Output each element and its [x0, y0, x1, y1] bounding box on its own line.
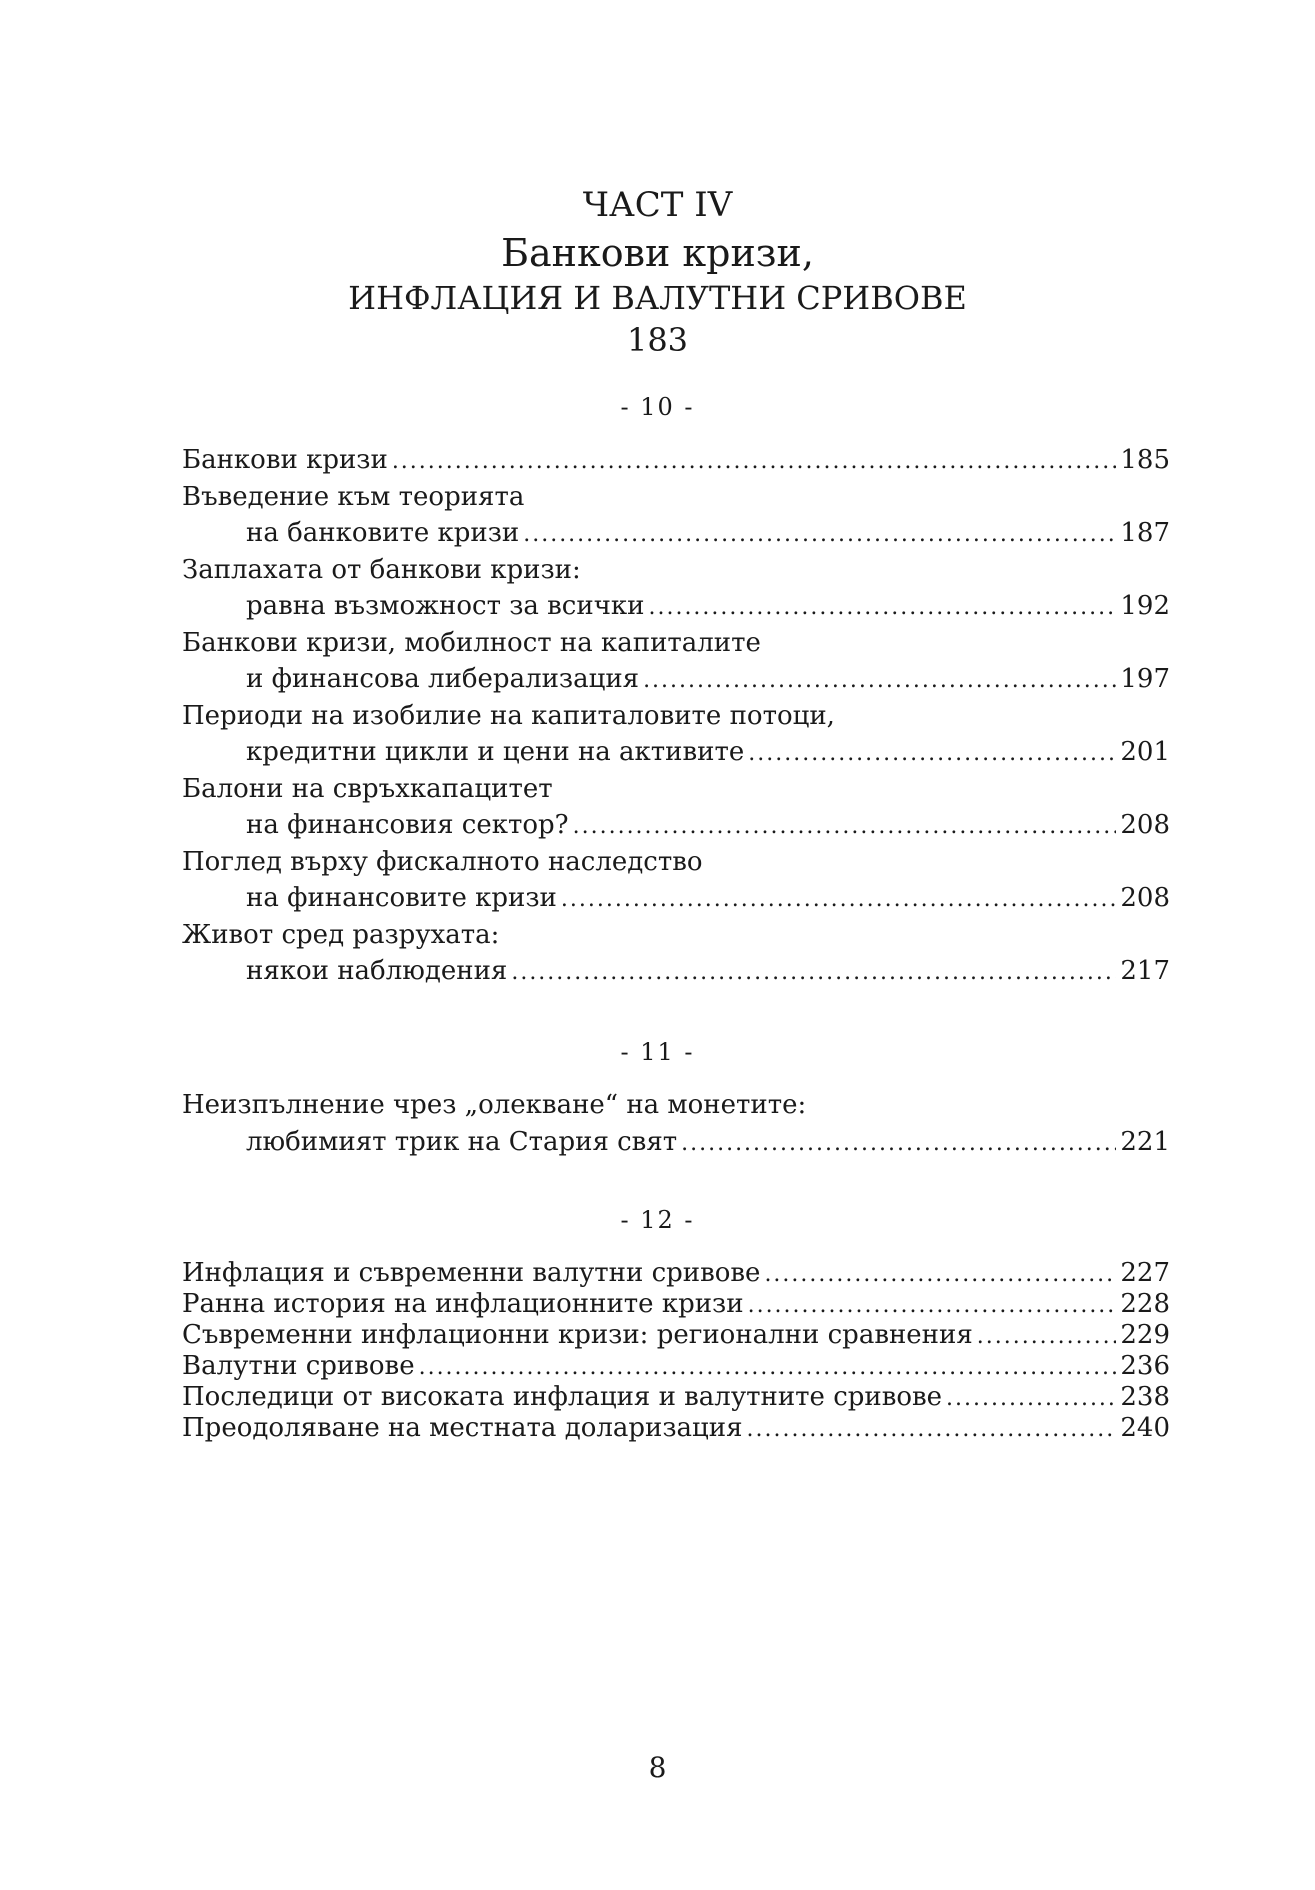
toc-entry-title-continuation: и финансова либерализация [246, 664, 640, 694]
toc-entry-title-continuation: на финансовия сектор? [246, 810, 569, 840]
leader-dots [681, 1127, 1116, 1161]
part-title-line-1: Банкови кризи, [501, 231, 814, 275]
leader-dots [561, 883, 1116, 917]
toc-entry[interactable] [182, 553, 1170, 587]
toc-entry[interactable] [182, 1318, 1170, 1352]
toc-entry-continuation[interactable] [246, 516, 1170, 550]
toc-entry-page: 229 [1120, 1320, 1170, 1350]
toc-entry[interactable] [182, 845, 1170, 879]
leader-dots [748, 737, 1116, 771]
toc-entry[interactable] [182, 1349, 1170, 1383]
toc-entry-page: 221 [1120, 1127, 1170, 1157]
toc-entry-continuation[interactable] [246, 1125, 1170, 1159]
toc-entry-continuation[interactable] [246, 881, 1170, 915]
toc-entry[interactable] [182, 772, 1170, 806]
toc-entry-title-continuation: кредитни цикли и цени на активите [246, 737, 745, 767]
toc-entry-title: Поглед върху фискалното наследство [182, 847, 703, 877]
toc-entry-page: 236 [1120, 1351, 1170, 1381]
toc-entry-continuation[interactable] [246, 662, 1170, 696]
toc-entry[interactable] [182, 1411, 1170, 1445]
toc-entry-page: 192 [1120, 591, 1170, 621]
toc-entry-continuation[interactable] [246, 735, 1170, 769]
toc-entry-title: Преодоляване на местната доларизация [182, 1413, 743, 1443]
toc-entry-title: Ранна история на инфлационните кризи [182, 1289, 744, 1319]
toc-entry-title: Въведение към теорията [182, 482, 525, 512]
chapter-marker: - 12 - [620, 1206, 695, 1234]
toc-entry-continuation[interactable] [246, 808, 1170, 842]
toc-entry-page: 185 [1120, 445, 1170, 475]
toc-entry-title: Живот сред разрухата: [182, 920, 500, 950]
chapter-marker: - 11 - [620, 1038, 695, 1066]
part-page-number: 183 [626, 321, 689, 359]
leader-dots [573, 810, 1117, 844]
leader-dots [746, 1413, 1116, 1447]
toc-entry-title: Банкови кризи, мобилност на капиталите [182, 628, 761, 658]
page-number: 8 [648, 1751, 667, 1784]
toc-entry-title: Балони на свръхкапацитет [182, 774, 553, 804]
toc-entry[interactable] [182, 1380, 1170, 1414]
toc-entry-title-continuation: на банковите кризи [246, 518, 520, 548]
toc-entry[interactable] [182, 1256, 1170, 1290]
toc-entry-page: 208 [1120, 883, 1170, 913]
toc-entry-page: 201 [1120, 737, 1170, 767]
toc-entry[interactable] [182, 626, 1170, 660]
toc-entry[interactable] [182, 1088, 1170, 1122]
chapter-marker: - 10 - [620, 393, 695, 421]
toc-entry[interactable] [182, 443, 1170, 477]
leader-dots [523, 518, 1116, 552]
toc-entry-page: 187 [1120, 518, 1170, 548]
leader-dots [648, 591, 1116, 625]
toc-entry-title: Заплахата от банкови кризи: [182, 555, 581, 585]
toc-entry-title-continuation: любимият трик на Стария свят [246, 1127, 678, 1157]
toc-entry-page: 227 [1120, 1258, 1170, 1288]
toc-entry-page: 208 [1120, 810, 1170, 840]
toc-entry-page: 238 [1120, 1382, 1170, 1412]
toc-entry-title-continuation: равна възможност за всички [246, 591, 645, 621]
toc-entry[interactable] [182, 699, 1170, 733]
toc-entry[interactable] [182, 1287, 1170, 1321]
leader-dots [392, 445, 1117, 479]
toc-entry-title: Валутни сривове [182, 1351, 415, 1381]
toc-entry-title-continuation: някои наблюдения [246, 956, 508, 986]
part-title-line-2: ИНФЛАЦИЯ И ВАЛУТНИ СРИВОВЕ [348, 279, 967, 317]
toc-entry-page: 240 [1120, 1413, 1170, 1443]
toc-entry-title: Неизпълнение чрез „олекване“ на монетите: [182, 1090, 807, 1120]
toc-entry-title-continuation: на финансовите кризи [246, 883, 557, 913]
leader-dots [643, 664, 1116, 698]
toc-entry-page: 228 [1120, 1289, 1170, 1319]
toc-entry-title: Съвременни инфлационни кризи: регионални сравнения [182, 1320, 973, 1350]
toc-entry-title: Периоди на изобилие на капиталовите потоци, [182, 701, 835, 731]
toc-entry-continuation[interactable] [246, 954, 1170, 988]
part-label: ЧАСТ IV [582, 185, 733, 225]
toc-entry-page: 197 [1120, 664, 1170, 694]
leader-dots [511, 956, 1116, 990]
toc-entry-title: Последици от високата инфлация и валутните сривове [182, 1382, 943, 1412]
toc-entry-title: Инфлация и съвременни валутни сривове [182, 1258, 761, 1288]
toc-entry-title: Банкови кризи [182, 445, 388, 475]
toc-entry-continuation[interactable] [246, 589, 1170, 623]
toc-entry[interactable] [182, 480, 1170, 514]
toc-entry[interactable] [182, 918, 1170, 952]
toc-entry-page: 217 [1120, 956, 1170, 986]
